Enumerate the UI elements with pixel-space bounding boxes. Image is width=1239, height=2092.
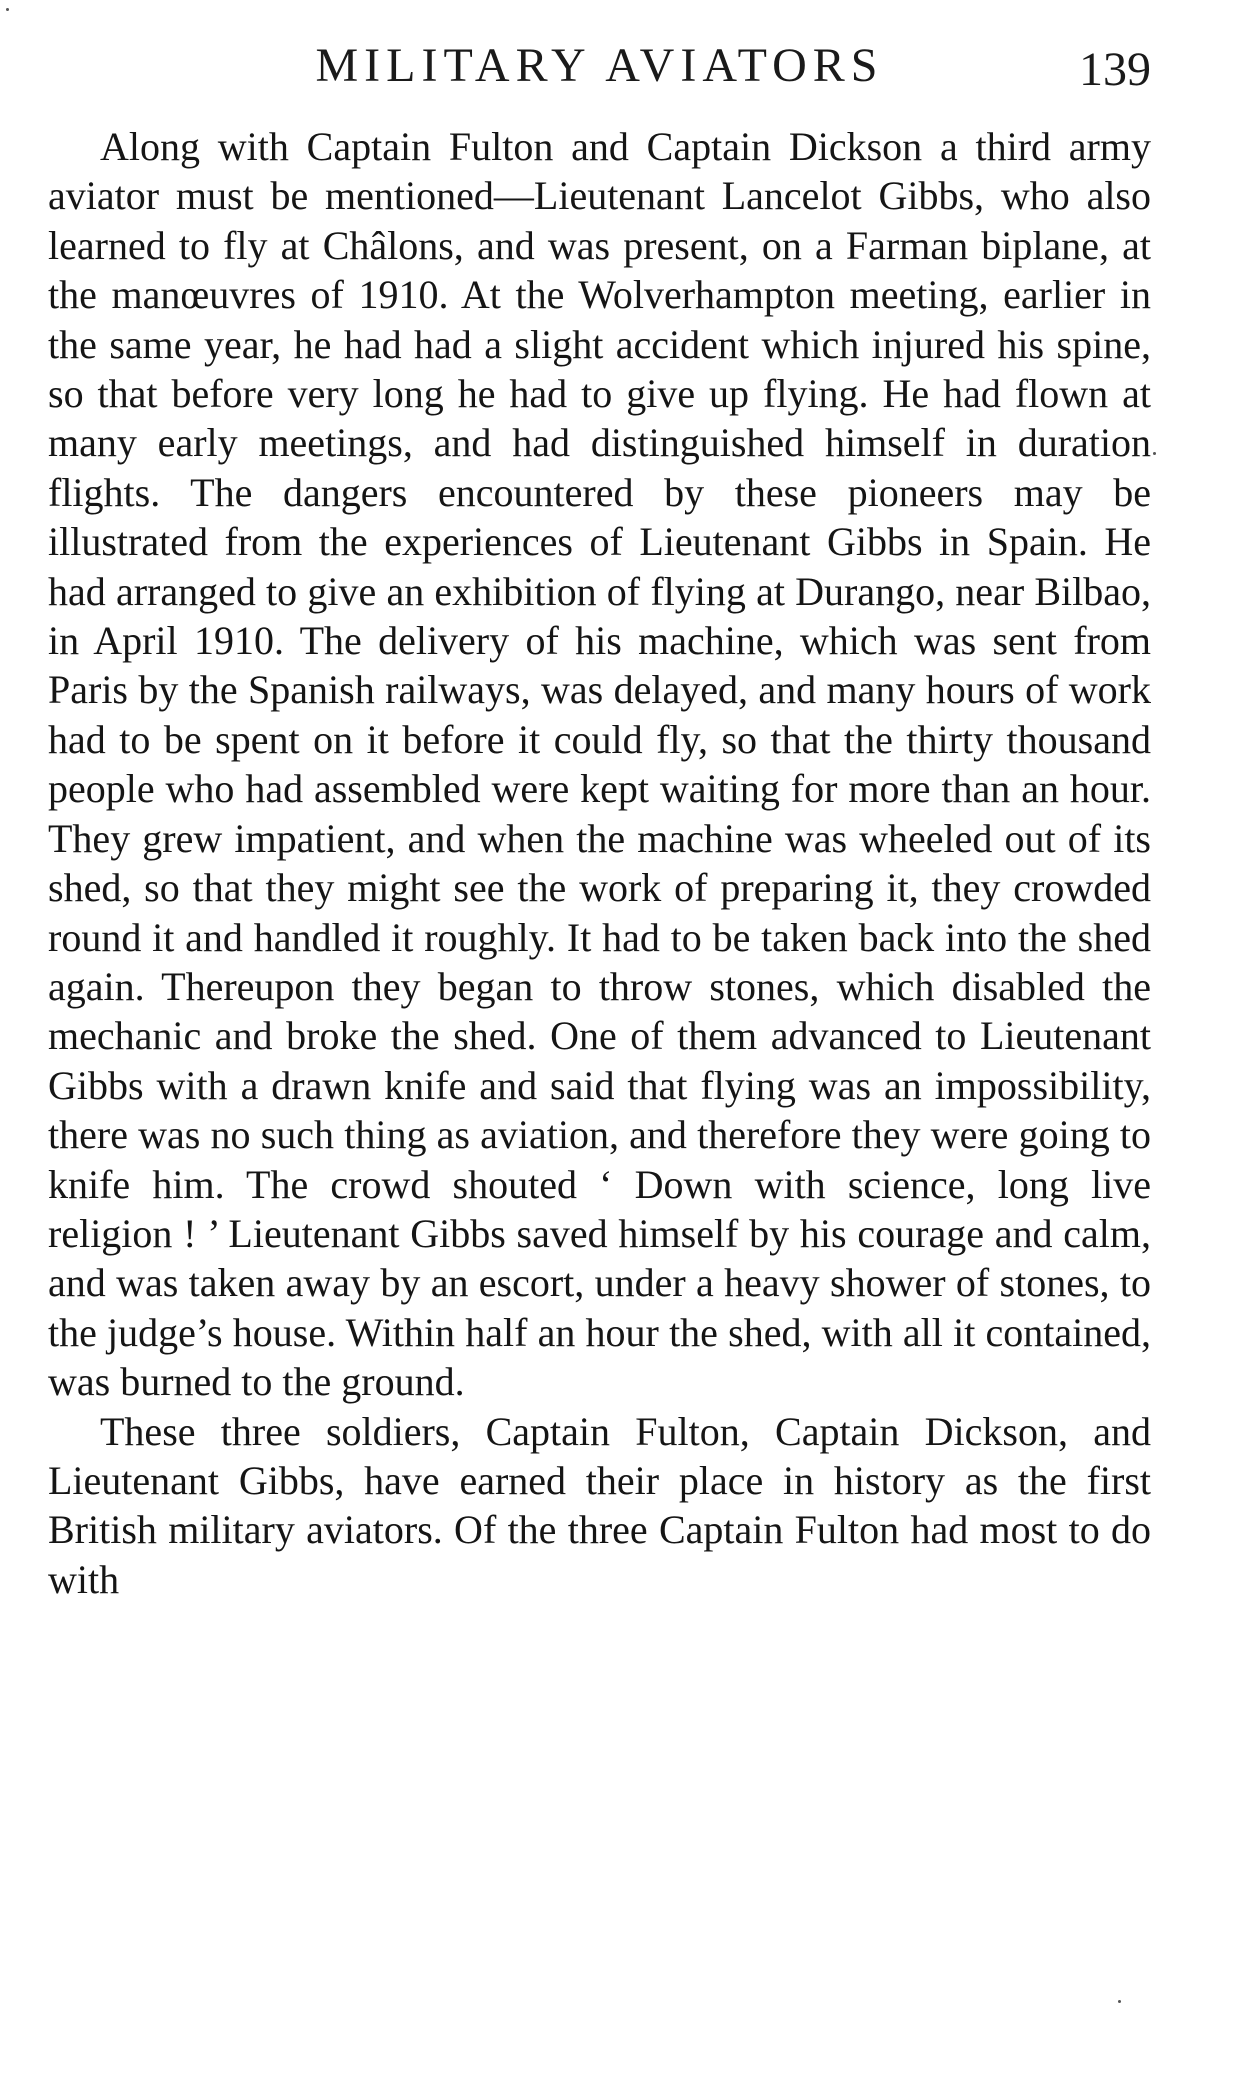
paragraph-three-soldiers: These three soldiers, Captain Fulton, Captain Dickson, and Lieutenant Gibbs, have earned their place in history as the first British military aviators. Of the three Captain Fulton had most to do with — [48, 1408, 1151, 1602]
paper-speck-mark — [1153, 452, 1156, 455]
page-number: 139 — [1079, 43, 1151, 96]
paper-speck-mark — [1118, 2000, 1121, 2003]
running-head-title: MILITARY AVIATORS — [315, 39, 884, 92]
running-head — [48, 36, 1151, 96]
paragraph-gibbs-spain: Along with Captain Fulton and Captain Dickson a third army aviator must be mentioned—Lieutenant Lancelot Gibbs, who also learned to fly at Châlons, and was present, on a Farman biplane, at the manœuvres of 1910. At the Wolverhampton meeting, earlier in the same year, he had had a slight accident which injured his spine, so that before very long he had to give up flying. He had flown at many early meetings, and had distinguished himself in duration flights. The dangers encountered by these pioneers may be illustrated from the experiences of Lieutenant Gibbs in Spain. He had arranged to give an exhibition of flying at Durango, near Bilbao, in April 1910. The delivery of his machine, which was sent from Paris by the Spanish railways, was delayed, and many hours of work had to be spent on it before it could fly, so that the thirty thousand people who had assembled were kept waiting for more than an hour. They grew impatient, and when the machine was wheeled out of its shed, so that they might see the work of preparing it, they crowded round it and handled it roughly. It had to be taken back into the shed again. Thereupon they began to throw stones, which disabled the mechanic and broke the shed. One of them advanced to Lieutenant Gibbs with a drawn knife and said that flying was an impossibility, there was no such thing as aviation, and therefore they were going to knife him. The crowd shouted ‘ Down with science, long live religion ! ’ Lieutenant Gibbs saved himself by his courage and calm, and was taken away by an escort, under a heavy shower of stones, to the judge’s house. Within half an hour the shed, with all it contained, was burned to the ground. — [48, 124, 1151, 1405]
body-text — [48, 122, 1151, 1604]
paper-speck-mark — [6, 8, 9, 11]
